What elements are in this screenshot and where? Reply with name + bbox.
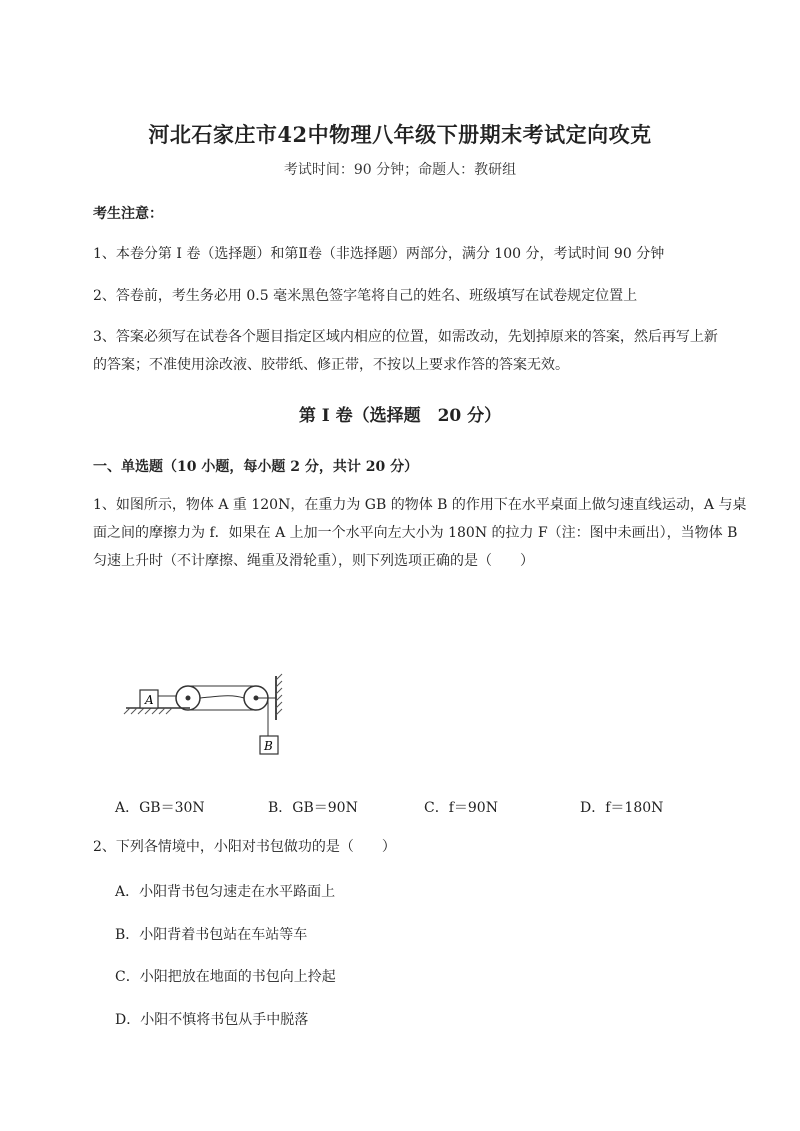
q1-option-b: B．GB＝90N: [268, 800, 358, 816]
q1-stem-line-1: 1、如图所示，物体 A 重 120N，在重力为 GB 的物体 B 的作用下在水平桌面上做匀速直线运动，A 与桌: [93, 497, 747, 513]
exam-info: 考试时间：90 分钟；命题人：教研组: [283, 162, 517, 178]
notice-item-3-cont: 的答案；不准使用涂改液、胶带纸、修正带，不按以上要求作答的答案无效。: [93, 357, 569, 373]
movable-pulley-axle: [186, 696, 191, 701]
q1-stem-line-3: 匀速上升时（不计摩擦、绳重及滑轮重），则下列选项正确的是（ ）: [93, 553, 534, 569]
notice-item-1: 1、本卷分第 I 卷（选择题）和第Ⅱ卷（非选择题）两部分，满分 100 分，考试时间 90 分钟: [93, 246, 665, 262]
q1-option-d: D．f＝180N: [580, 800, 664, 816]
part-heading: 一、单选题（10 小题，每小题 2 分，共计 20 分）: [93, 459, 419, 475]
page-title: 河北石家庄市42中物理八年级下册期末考试定向攻克: [148, 122, 652, 147]
pulley-diagram: [120, 672, 300, 768]
q2-option-d: D．小阳不慎将书包从手中脱落: [115, 1012, 309, 1028]
q2-option-b: B．小阳背着书包站在车站等车: [115, 927, 308, 943]
notice-item-3: 3、答案必须写在试卷各个题目指定区域内相应的位置，如需改动，先划掉原来的答案，然后再写上新: [93, 329, 718, 345]
q1-option-a: A．GB＝30N: [115, 800, 205, 816]
pulley-diagram-svg: [120, 672, 300, 764]
q1-stem-line-2: 面之间的摩擦力为 f．如果在 A 上加一个水平向左大小为 180N 的拉力 F（注：图中未画出），当物体 B: [93, 525, 738, 541]
section-title: 第 I 卷（选择题 20 分）: [298, 406, 502, 426]
block-a-label: A: [145, 693, 154, 707]
q2-stem: 2、下列各情境中，小阳对书包做功的是（ ）: [93, 839, 396, 855]
block-b-label: B: [264, 739, 273, 753]
notice-item-2: 2、答卷前，考生务必用 0.5 毫米黑色签字笔将自己的姓名、班级填写在试卷规定位置上: [93, 288, 638, 304]
table-hatching: [124, 708, 172, 714]
q2-option-a: A．小阳背书包匀速走在水平路面上: [115, 884, 336, 900]
q2-option-c: C．小阳把放在地面的书包向上拎起: [115, 969, 336, 985]
notice-heading: 考生注意：: [93, 206, 163, 222]
q1-option-c: C．f＝90N: [424, 800, 498, 816]
rope-middle: [200, 696, 244, 698]
